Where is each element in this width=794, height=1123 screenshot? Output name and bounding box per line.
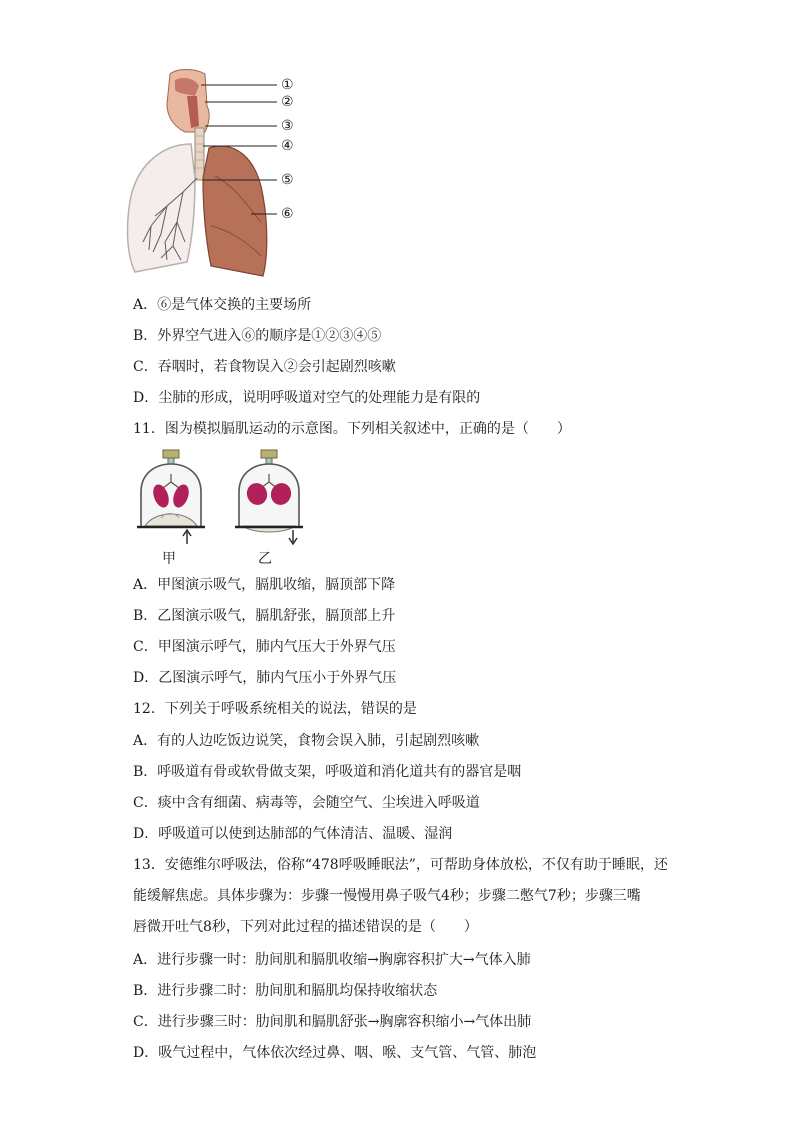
q11-option-a: A．甲图演示吸气，膈肌收缩，膈顶部下降 — [133, 577, 396, 593]
figure-label-jia: 甲 — [162, 551, 176, 567]
q12-option-c: C．痰中含有细菌、病毒等，会随空气、尘埃进入呼吸道 — [133, 795, 480, 811]
q13-stem-line-3: 唇微开吐气8秒，下列对此过程的描述错误的是（ ） — [133, 919, 478, 935]
q12-option-b: B．呼吸道有骨或软骨做支架，呼吸道和消化道共有的器官是咽 — [133, 764, 522, 780]
q12-stem: 12．下列关于呼吸系统相关的说法，错误的是 — [133, 701, 417, 717]
q13-option-c: C．进行步骤三时：肋间肌和膈肌舒张→胸廓容积缩小→气体出肺 — [133, 1014, 532, 1030]
jar-jia — [137, 450, 205, 544]
figure-label-6: ⑥ — [281, 206, 294, 222]
q12-option-d: D．呼吸道可以使到达肺部的气体清洁、温暖、湿润 — [133, 826, 453, 842]
q12-option-a: A．有的人边吃饭边说笑，食物会误入肺，引起剧烈咳嗽 — [133, 733, 480, 749]
q10-option-c: C．吞咽时，若食物误入②会引起剧烈咳嗽 — [133, 359, 396, 375]
q10-option-a: A．⑥是气体交换的主要场所 — [133, 297, 312, 313]
q11-option-c: C．甲图演示呼气，肺内气压大于外界气压 — [133, 639, 396, 655]
q13-option-a: A．进行步骤一时：肋间肌和膈肌收缩→胸廓容积扩大→气体入肺 — [133, 952, 531, 968]
diaphragm-model-illustration — [135, 448, 310, 548]
jar-yi — [235, 450, 303, 544]
q10-option-d: D．尘肺的形成，说明呼吸道对空气的处理能力是有限的 — [133, 390, 481, 406]
q11-stem: 11．图为模拟膈肌运动的示意图。下列相关叙述中，正确的是（ ） — [133, 421, 571, 437]
q11-option-b: B．乙图演示吸气，膈肌舒张，膈顶部上升 — [133, 608, 396, 624]
figure-label-1: ① — [281, 77, 294, 93]
figure-label-2: ② — [281, 94, 294, 110]
q13-option-d: D．吸气过程中，气体依次经过鼻、咽、喉、支气管、气管、肺泡 — [133, 1045, 537, 1061]
respiratory-system-figure — [125, 66, 310, 278]
diaphragm-model-figure — [135, 448, 310, 548]
q10-option-b: B．外界空气进入⑥的顺序是①②③④⑤ — [133, 328, 382, 344]
figure-label-3: ③ — [281, 118, 294, 134]
figure-label-4: ④ — [281, 138, 294, 154]
q13-stem-line-1: 13．安德维尔呼吸法，俗称“478呼吸睡眠法”，可帮助身体放松，不仅有助于睡眠，还 — [133, 857, 668, 873]
q13-option-b: B．进行步骤二时：肋间肌和膈肌均保持收缩状态 — [133, 983, 438, 999]
q13-stem-line-2: 能缓解焦虑。具体步骤为：步骤一慢慢用鼻子吸气4秒；步骤二憋气7秒；步骤三嘴 — [133, 888, 641, 904]
figure-label-yi: 乙 — [258, 551, 272, 567]
q11-option-d: D．乙图演示呼气，肺内气压小于外界气压 — [133, 670, 397, 686]
figure-label-5: ⑤ — [281, 172, 294, 188]
